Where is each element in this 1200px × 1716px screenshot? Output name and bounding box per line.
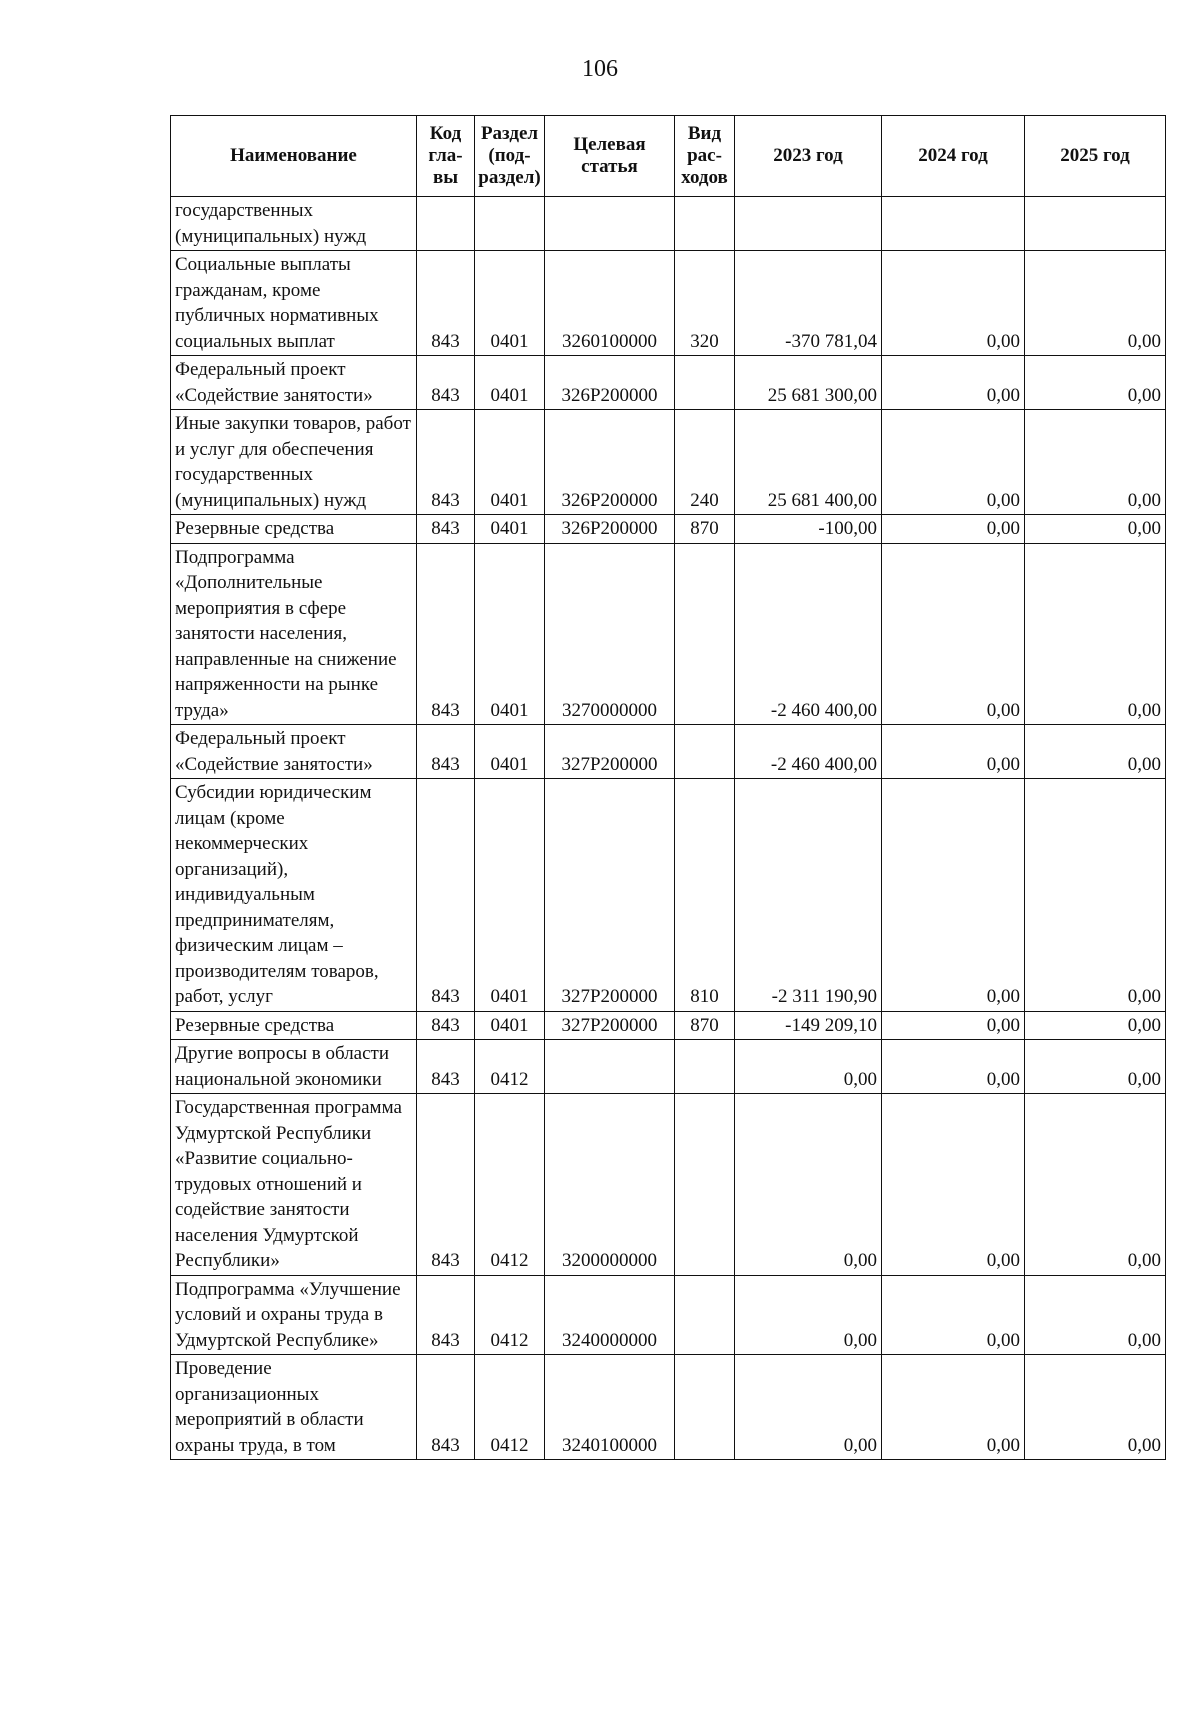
- page-number: 106: [582, 56, 618, 82]
- cell-2025: 0,00: [1025, 251, 1166, 356]
- cell-2023: 0,00: [735, 1355, 882, 1460]
- cell-target: 326P200000: [545, 515, 675, 544]
- cell-2024: 0,00: [882, 725, 1025, 779]
- cell-type: [675, 725, 735, 779]
- header-section: Раздел (под-раздел): [475, 116, 545, 197]
- cell-name: Подпрограмма «Дополнительные мероприятия в сфере занятости населения, направленные на снижение напряженности на рынке труда»: [171, 543, 417, 725]
- table-row: [171, 725, 1166, 779]
- cell-2024: 0,00: [882, 543, 1025, 725]
- cell-code: 843: [417, 1094, 475, 1276]
- header-type: Вид рас-ходов: [675, 116, 735, 197]
- budget-table: [170, 115, 1166, 1460]
- cell-type: [675, 1355, 735, 1460]
- cell-name: Социальные выплаты гражданам, кроме публичных нормативных социальных выплат: [171, 251, 417, 356]
- cell-2023: 0,00: [735, 1094, 882, 1276]
- cell-2025: 0,00: [1025, 515, 1166, 544]
- cell-name: Другие вопросы в области национальной экономики: [171, 1040, 417, 1094]
- cell-code: 843: [417, 725, 475, 779]
- table-header-row: [171, 116, 1166, 197]
- cell-section: 0401: [475, 356, 545, 410]
- header-code: Код гла-вы: [417, 116, 475, 197]
- cell-target: [545, 1040, 675, 1094]
- cell-type: [675, 356, 735, 410]
- cell-section: 0412: [475, 1275, 545, 1355]
- header-target: Целевая статья: [545, 116, 675, 197]
- cell-section: 0412: [475, 1094, 545, 1276]
- cell-2023: 25 681 400,00: [735, 410, 882, 515]
- cell-code: 843: [417, 515, 475, 544]
- cell-target: [545, 197, 675, 251]
- cell-type: [675, 543, 735, 725]
- cell-2023: -100,00: [735, 515, 882, 544]
- cell-name: Федеральный проект «Содействие занятости»: [171, 356, 417, 410]
- cell-code: 843: [417, 1275, 475, 1355]
- cell-code: 843: [417, 356, 475, 410]
- cell-2024: 0,00: [882, 1275, 1025, 1355]
- cell-2023: -2 311 190,90: [735, 779, 882, 1012]
- cell-2023: [735, 197, 882, 251]
- cell-type: [675, 1040, 735, 1094]
- cell-name: Иные закупки товаров, работ и услуг для обеспечения государственных (муниципальных) нужд: [171, 410, 417, 515]
- table-row: [171, 251, 1166, 356]
- cell-target: 3240000000: [545, 1275, 675, 1355]
- cell-2025: 0,00: [1025, 1275, 1166, 1355]
- cell-2024: [882, 197, 1025, 251]
- cell-target: 327P200000: [545, 779, 675, 1012]
- table-row: [171, 779, 1166, 1012]
- table-row: [171, 410, 1166, 515]
- table-row: [171, 1040, 1166, 1094]
- cell-type: 870: [675, 515, 735, 544]
- cell-name: Подпрограмма «Улучшение условий и охраны труда в Удмуртской Республике»: [171, 1275, 417, 1355]
- cell-type: 810: [675, 779, 735, 1012]
- cell-2024: 0,00: [882, 356, 1025, 410]
- cell-section: 0401: [475, 1011, 545, 1040]
- cell-section: 0401: [475, 543, 545, 725]
- cell-name: Резервные средства: [171, 1011, 417, 1040]
- cell-name: Резервные средства: [171, 515, 417, 544]
- cell-2025: 0,00: [1025, 1011, 1166, 1040]
- cell-2025: [1025, 197, 1166, 251]
- table-row: [171, 1275, 1166, 1355]
- cell-section: 0412: [475, 1040, 545, 1094]
- cell-code: 843: [417, 251, 475, 356]
- cell-target: 3260100000: [545, 251, 675, 356]
- cell-code: 843: [417, 543, 475, 725]
- cell-2025: 0,00: [1025, 356, 1166, 410]
- cell-target: 327P200000: [545, 1011, 675, 1040]
- cell-code: 843: [417, 1355, 475, 1460]
- cell-2025: 0,00: [1025, 779, 1166, 1012]
- cell-2023: -370 781,04: [735, 251, 882, 356]
- cell-target: 3270000000: [545, 543, 675, 725]
- cell-target: 327P200000: [545, 725, 675, 779]
- cell-2024: 0,00: [882, 1355, 1025, 1460]
- cell-2023: -2 460 400,00: [735, 725, 882, 779]
- cell-2023: 25 681 300,00: [735, 356, 882, 410]
- table-row: [171, 1011, 1166, 1040]
- cell-section: 0401: [475, 515, 545, 544]
- cell-2025: 0,00: [1025, 1094, 1166, 1276]
- cell-target: 326P200000: [545, 410, 675, 515]
- cell-section: 0412: [475, 1355, 545, 1460]
- cell-2025: 0,00: [1025, 1355, 1166, 1460]
- cell-2025: 0,00: [1025, 725, 1166, 779]
- cell-section: 0401: [475, 779, 545, 1012]
- table-row: [171, 515, 1166, 544]
- cell-target: 3240100000: [545, 1355, 675, 1460]
- cell-code: [417, 197, 475, 251]
- table-row: [171, 1355, 1166, 1460]
- header-2023: 2023 год: [735, 116, 882, 197]
- cell-2024: 0,00: [882, 1011, 1025, 1040]
- table-row: [171, 543, 1166, 725]
- cell-2024: 0,00: [882, 1094, 1025, 1276]
- cell-2023: 0,00: [735, 1275, 882, 1355]
- cell-name: государственных (муниципальных) нужд: [171, 197, 417, 251]
- cell-section: 0401: [475, 251, 545, 356]
- cell-2024: 0,00: [882, 1040, 1025, 1094]
- cell-name: Федеральный проект «Содействие занятости»: [171, 725, 417, 779]
- cell-2023: 0,00: [735, 1040, 882, 1094]
- cell-name: Государственная программа Удмуртской Республики «Развитие социально-трудовых отношений и содействие занятости населения Удмуртской Республики»: [171, 1094, 417, 1276]
- cell-2024: 0,00: [882, 515, 1025, 544]
- cell-type: [675, 1275, 735, 1355]
- cell-2023: -149 209,10: [735, 1011, 882, 1040]
- cell-name: Субсидии юридическим лицам (кроме некоммерческих организаций), индивидуальным предпринимателям, физическим лицам – производителям товаров, работ, услуг: [171, 779, 417, 1012]
- cell-2024: 0,00: [882, 251, 1025, 356]
- header-2025: 2025 год: [1025, 116, 1166, 197]
- table-row: [171, 1094, 1166, 1276]
- table-row: [171, 356, 1166, 410]
- cell-2025: 0,00: [1025, 543, 1166, 725]
- cell-code: 843: [417, 1040, 475, 1094]
- cell-2024: 0,00: [882, 410, 1025, 515]
- cell-type: [675, 1094, 735, 1276]
- table-row: [171, 197, 1166, 251]
- cell-type: 240: [675, 410, 735, 515]
- cell-type: 870: [675, 1011, 735, 1040]
- header-2024: 2024 год: [882, 116, 1025, 197]
- cell-type: [675, 197, 735, 251]
- cell-section: 0401: [475, 725, 545, 779]
- cell-type: 320: [675, 251, 735, 356]
- cell-name: Проведение организационных мероприятий в области охраны труда, в том: [171, 1355, 417, 1460]
- cell-code: 843: [417, 1011, 475, 1040]
- cell-2025: 0,00: [1025, 410, 1166, 515]
- cell-section: 0401: [475, 410, 545, 515]
- cell-2025: 0,00: [1025, 1040, 1166, 1094]
- cell-code: 843: [417, 410, 475, 515]
- header-name: Наименование: [171, 116, 417, 197]
- cell-code: 843: [417, 779, 475, 1012]
- cell-target: 326P200000: [545, 356, 675, 410]
- cell-target: 3200000000: [545, 1094, 675, 1276]
- cell-2023: -2 460 400,00: [735, 543, 882, 725]
- cell-2024: 0,00: [882, 779, 1025, 1012]
- cell-section: [475, 197, 545, 251]
